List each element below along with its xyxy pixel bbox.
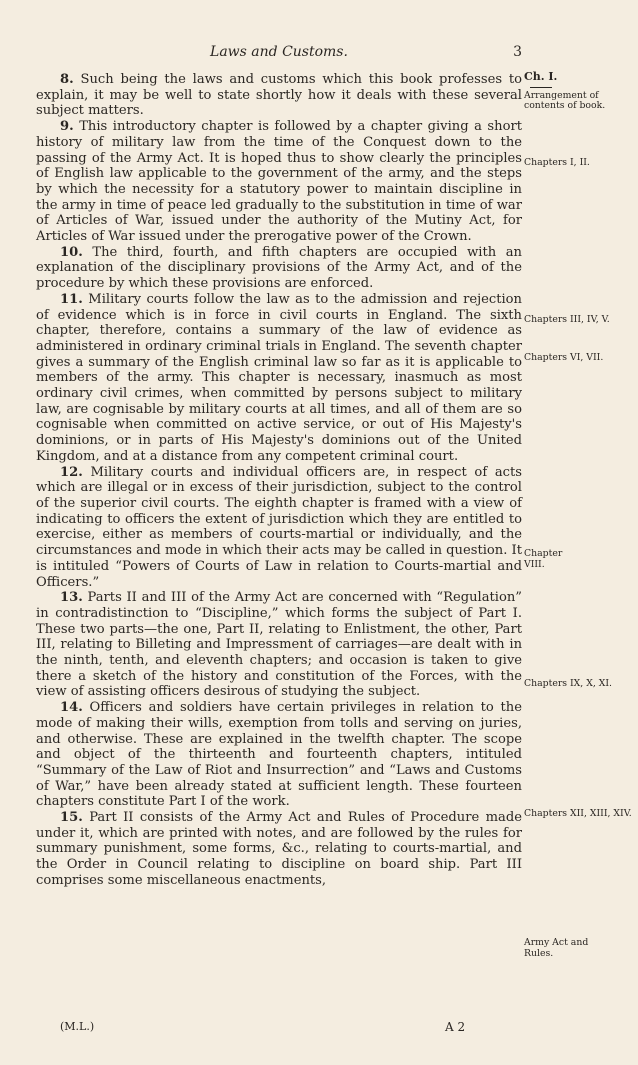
sheet-mark: A 2 — [445, 1020, 466, 1034]
paragraph-number: 14. — [60, 700, 83, 716]
paragraph-text: This introductory chapter is followed by a chapter giving a short history of military law from the time of the Conquest down to the passing of the Army Act. It is hoped thus to show clearly the principles of English law applicable to the government of the army, and the steps by which the necessity for a statutory power to maintain discipline in the army in time of peace led gradually to the substitution in time of war of Articles of War, issued under the authority of the Mutiny Act, for Articles of War issued under the prerogative power of the Crown. — [36, 119, 522, 245]
paragraph-text: Parts II and III of the Army Act are concerned with “Regulation” in contradistinction to “Discipline,” which forms the subject of Part I. These two parts—the one, Part II, relating to Enlistment, the other, Part III, relating to Billeting and Impressment of carriages—are dealt with in the ninth, tenth, and eleventh chapters; and occasion is taken to give there a sketch of the history and constitution of the Forces, with the view of assisting officers desirous of studying the subject. — [36, 590, 522, 700]
paragraph-text: Officers and soldiers have certain privileges in relation to the mode of making their wills, exemption from tolls and serving on juries, and otherwise. These are explained in the twelfth chapter. The scope and object of the thirteenth and fourteenth chapters, intituled “Summary of the Law of Riot and Insurrection” and “Laws and Customs of War,” have been already stated at sufficient length. These fourteen chapters constitute Part I of the work. — [36, 700, 522, 810]
margin-note-chapter-8: Chapter VIII. — [524, 548, 563, 570]
paragraph-text: The third, fourth, and fifth chapters are occupied with an explanation of the disciplinary provisions of the Army Act, and of the procedure by which these provisions are enforced. — [36, 244, 522, 292]
paragraph-14 — [36, 700, 522, 810]
body-text — [36, 72, 522, 889]
running-title: Laws and Customs. — [210, 44, 348, 60]
margin-note-contents — [524, 72, 634, 112]
signature-mark: (M.L.) — [60, 1020, 95, 1033]
paragraph-12 — [36, 465, 522, 591]
margin-note-chapters-3-5: Chapters III, IV, V. — [524, 314, 610, 325]
paragraph-number: 11. — [60, 291, 83, 307]
margin-note-army-act: Army Act and Rules. — [524, 937, 589, 959]
margin-note-chapters-1-2: Chapters I, II. — [524, 157, 590, 168]
paragraph-10 — [36, 245, 522, 292]
margin-note-chapters-12-14: Chapters XII, XIII, XIV. — [524, 808, 632, 819]
margin-note-chapters-6-7: Chapters VI, VII. — [524, 352, 604, 363]
paragraph-15 — [36, 810, 522, 889]
paragraph-13 — [36, 590, 522, 700]
paragraph-text: Part II consists of the Army Act and Rules of Procedure made under it, which are printed with notes, and are followed by the rules for summary punishment, some forms, &c., relating to courts-martial, and the Order in Council relating to discipline on board ship. Part III comprises some miscellaneous enactments, — [36, 810, 522, 888]
page-number: 3 — [513, 44, 522, 60]
paragraph-9 — [36, 119, 522, 245]
paragraph-number: 8. — [60, 72, 74, 87]
margin-note-chapters-9-11: Chapters IX, X, XI. — [524, 678, 612, 689]
margin-rule — [530, 87, 552, 88]
paragraph-number: 13. — [60, 590, 83, 606]
paragraph-text: Military courts and individual officers are, in respect of acts which are illegal or in excess of their jurisdiction, subject to the control of the superior civil courts. The eighth chapter is framed with a view of indicating to officers the extent of jurisdiction which they are entitled to exercise, either as members of courts-martial or individually, and the circumstances and mode in which their acts may be called in question. It is intituled “Powers of Courts of Law in relation to Courts-martial and Officers.” — [36, 464, 522, 590]
paragraph-text: Such being the laws and customs which this book professes to explain, it may be well to state shortly how it deals with these several subject matters. — [36, 72, 522, 119]
paragraph-number: 10. — [60, 244, 83, 260]
paragraph-number: 12. — [60, 464, 83, 480]
paragraph-number: 9. — [60, 119, 74, 135]
paragraph-number: 15. — [60, 810, 83, 826]
paragraph-11 — [36, 292, 522, 465]
paragraph-text: Military courts follow the law as to the admission and rejection of evidence which is in force in civil courts in England. The sixth chapter, therefore, contains a summary of the law of evidence as administered in ordinary criminal trials in England. The seventh chapter gives a summary of the English criminal law so far as it is applicable to members of the army. This chapter is necessary, inasmuch as most ordinary civil crimes, when committed by persons subject to military law, are cognisable by military courts at all times, and all of them are so cognisable when committed on active service, or out of His Majesty's dominions, or in parts of His Majesty's dominions out of the United Kingdom, and at a distance from any competent criminal court. — [36, 291, 522, 464]
paragraph-8 — [36, 72, 522, 119]
margin-chapter-label: Ch. I. — [524, 70, 558, 83]
margin-note-text: Arrangement of contents of book. — [524, 89, 606, 112]
